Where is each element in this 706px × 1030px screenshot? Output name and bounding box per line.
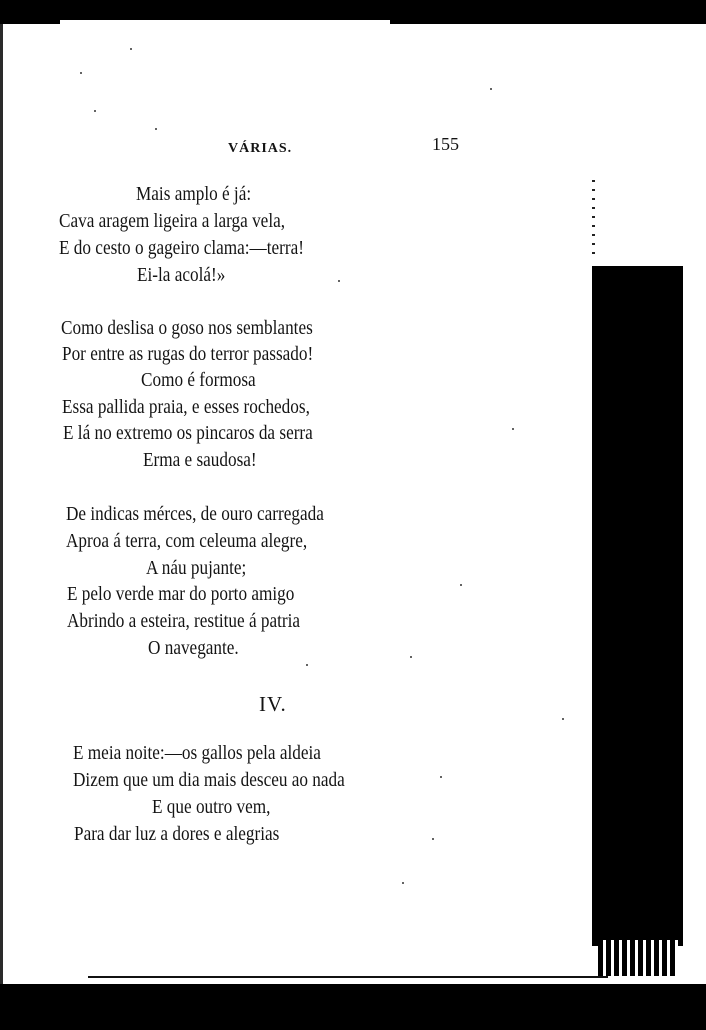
- scan-right-shadow: [592, 266, 683, 946]
- verse-line: Dizem que um dia mais desceu ao nada: [73, 769, 345, 791]
- verse-line: Como deslisa o goso nos semblantes: [61, 317, 313, 339]
- scan-speck: [130, 48, 132, 50]
- verse-line: Ei-la acolá!»: [137, 264, 226, 286]
- page-number: 155: [432, 134, 459, 154]
- scan-speck: [562, 718, 564, 720]
- scan-speck: [306, 664, 308, 666]
- verse-line: A náu pujante;: [146, 557, 247, 579]
- verse-line: E meia noite:—os gallos pela aldeia: [73, 742, 321, 764]
- scan-speck: [338, 280, 340, 282]
- scan-right-dots: [592, 180, 595, 260]
- section-heading: IV.: [259, 692, 287, 716]
- verse-line: Por entre as rugas do terror passado!: [62, 343, 314, 365]
- verse-line: E do cesto o gageiro clama:—terra!: [59, 237, 304, 259]
- scan-bottom-border: [0, 984, 706, 1030]
- scan-speck: [155, 128, 157, 130]
- verse-line: Abrindo a esteira, restitue á patria: [67, 610, 301, 632]
- running-title: VÁRIAS.: [228, 141, 293, 156]
- scan-top-gap: [60, 20, 390, 26]
- scan-speck: [512, 428, 514, 430]
- scan-speck: [432, 838, 434, 840]
- verse-line: Mais amplo é já:: [136, 183, 252, 205]
- verse-line: E que outro vem,: [152, 796, 271, 818]
- verse-line: Para dar luz a dores e alegrias: [74, 823, 280, 845]
- scan-bottom-rule: [88, 976, 608, 978]
- verse-line: Como é formosa: [141, 369, 256, 391]
- verse-line: E lá no extremo os pincaros da serra: [63, 422, 313, 444]
- verse-line: O navegante.: [148, 637, 239, 659]
- scan-speck: [460, 584, 462, 586]
- verse-line: Aproa á terra, com celeuma alegre,: [66, 530, 308, 552]
- scan-speck: [490, 88, 492, 90]
- verse-line: E pelo verde mar do porto amigo: [67, 583, 295, 605]
- scan-speck: [410, 656, 412, 658]
- scan-speck: [94, 110, 96, 112]
- verse-line: Cava aragem ligeira a larga vela,: [59, 210, 286, 232]
- verse-line: Essa pallida praia, e esses rochedos,: [62, 396, 310, 418]
- verse-line: De indicas mérces, de ouro carregada: [66, 503, 324, 525]
- scan-speck: [80, 72, 82, 74]
- scan-speck: [402, 882, 404, 884]
- scan-left-edge: [0, 24, 3, 984]
- scan-right-tail: [598, 940, 678, 976]
- scan-speck: [440, 776, 442, 778]
- verse-line: Erma e saudosa!: [143, 449, 257, 471]
